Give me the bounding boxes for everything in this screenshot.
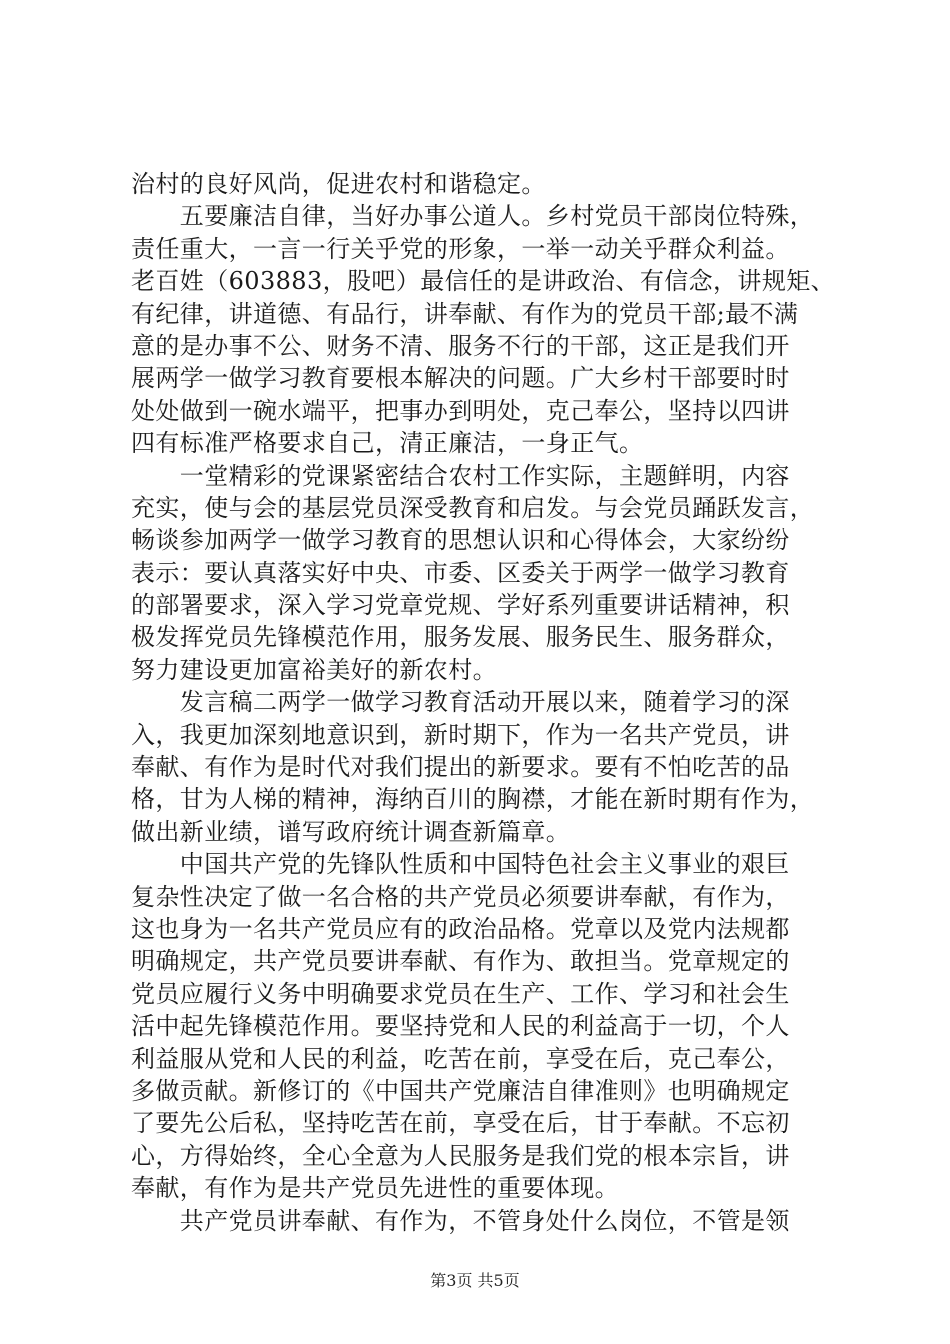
- text-line: 格，甘为人梯的精神，海纳百川的胸襟，才能在新时期有作为，: [131, 785, 815, 814]
- text-line: 有纪律，讲道德、有品行，讲奉献、有作为的党员干部;最不满: [131, 299, 799, 328]
- text-line: 党员应履行义务中明确要求党员在生产、工作、学习和社会生: [131, 979, 790, 1008]
- text-line: 复杂性决定了做一名合格的共产党员必须要讲奉献，有作为，: [131, 882, 790, 911]
- text-line: 畅谈参加两学一做学习教育的思想认识和心得体会，大家纷纷: [131, 526, 790, 555]
- text-line: 这也身为一名共产党员应有的政治品格。党章以及党内法规都: [131, 914, 790, 943]
- text-line: 奉献、有作为是时代对我们提出的新要求。要有不怕吃苦的品: [131, 753, 790, 782]
- text-line: 极发挥党员先锋模范作用，服务发展、服务民生、服务群众，: [131, 623, 790, 652]
- text-line: 处处做到一碗水端平，把事办到明处，克己奉公，坚持以四讲: [131, 396, 790, 425]
- text-line: 了要先公后私，坚持吃苦在前，享受在后，甘于奉献。不忘初: [131, 1109, 790, 1138]
- text-line: 活中起先锋模范作用。要坚持党和人民的利益高于一切，个人: [131, 1012, 790, 1041]
- body-text: [131, 168, 836, 1237]
- text-line: 多做贡献。新修订的《中国共产党廉洁自律准则》也明确规定: [131, 1076, 790, 1105]
- text-line: 一堂精彩的党课紧密结合农村工作实际，主题鲜明，内容: [131, 461, 790, 490]
- text-line: 中国共产党的先锋队性质和中国特色社会主义事业的艰巨: [131, 850, 790, 879]
- text-line: 责任重大，一言一行关乎党的形象，一举一动关乎群众利益。: [131, 234, 790, 263]
- text-line: 展两学一做学习教育要根本解决的问题。广大乡村干部要时时: [131, 364, 790, 393]
- text-line: 治村的良好风尚，促进农村和谐稳定。: [131, 170, 546, 198]
- text-line: 意的是办事不公、财务不清、服务不行的干部，这正是我们开: [131, 331, 790, 360]
- text-line: 共产党员讲奉献、有作为，不管身处什么岗位，不管是领: [131, 1206, 790, 1235]
- text-line: 明确规定，共产党员要讲奉献、有作为、敢担当。党章规定的: [131, 947, 790, 976]
- text-line: 充实，使与会的基层党员深受教育和启发。与会党员踊跃发言，: [131, 493, 815, 522]
- text-line: 心，方得始终，全心全意为人民服务是我们党的根本宗旨，讲: [131, 1141, 790, 1170]
- text-line: 的部署要求，深入学习党章党规、学好系列重要讲话精神，积: [131, 591, 790, 620]
- text-line: 发言稿二两学一做学习教育活动开展以来，随着学习的深: [131, 688, 790, 717]
- page-number-footer: 第3页 共5页: [430, 1271, 520, 1290]
- text-line: 做出新业绩，谱写政府统计调查新篇章。: [131, 817, 571, 846]
- text-line: 四有标准严格要求自己，清正廉洁，一身正气。: [131, 429, 644, 458]
- text-line: 五要廉洁自律，当好办事公道人。乡村党员干部岗位特殊，: [131, 202, 815, 231]
- text-line: 奉献，有作为是共产党员先进性的重要体现。: [131, 1174, 619, 1203]
- text-line: 利益服从党和人民的利益，吃苦在前，享受在后，克己奉公，: [131, 1044, 790, 1073]
- text-line: 表示：要认真落实好中央、市委、区委关于两学一做学习教育: [131, 558, 790, 587]
- text-line: 入，我更加深刻地意识到，新时期下，作为一名共产党员，讲: [131, 720, 790, 749]
- text-line: 老百姓（603883，股吧）最信任的是讲政治、有信念，讲规矩、: [131, 267, 836, 296]
- text-line: 努力建设更加富裕美好的新农村。: [131, 655, 497, 684]
